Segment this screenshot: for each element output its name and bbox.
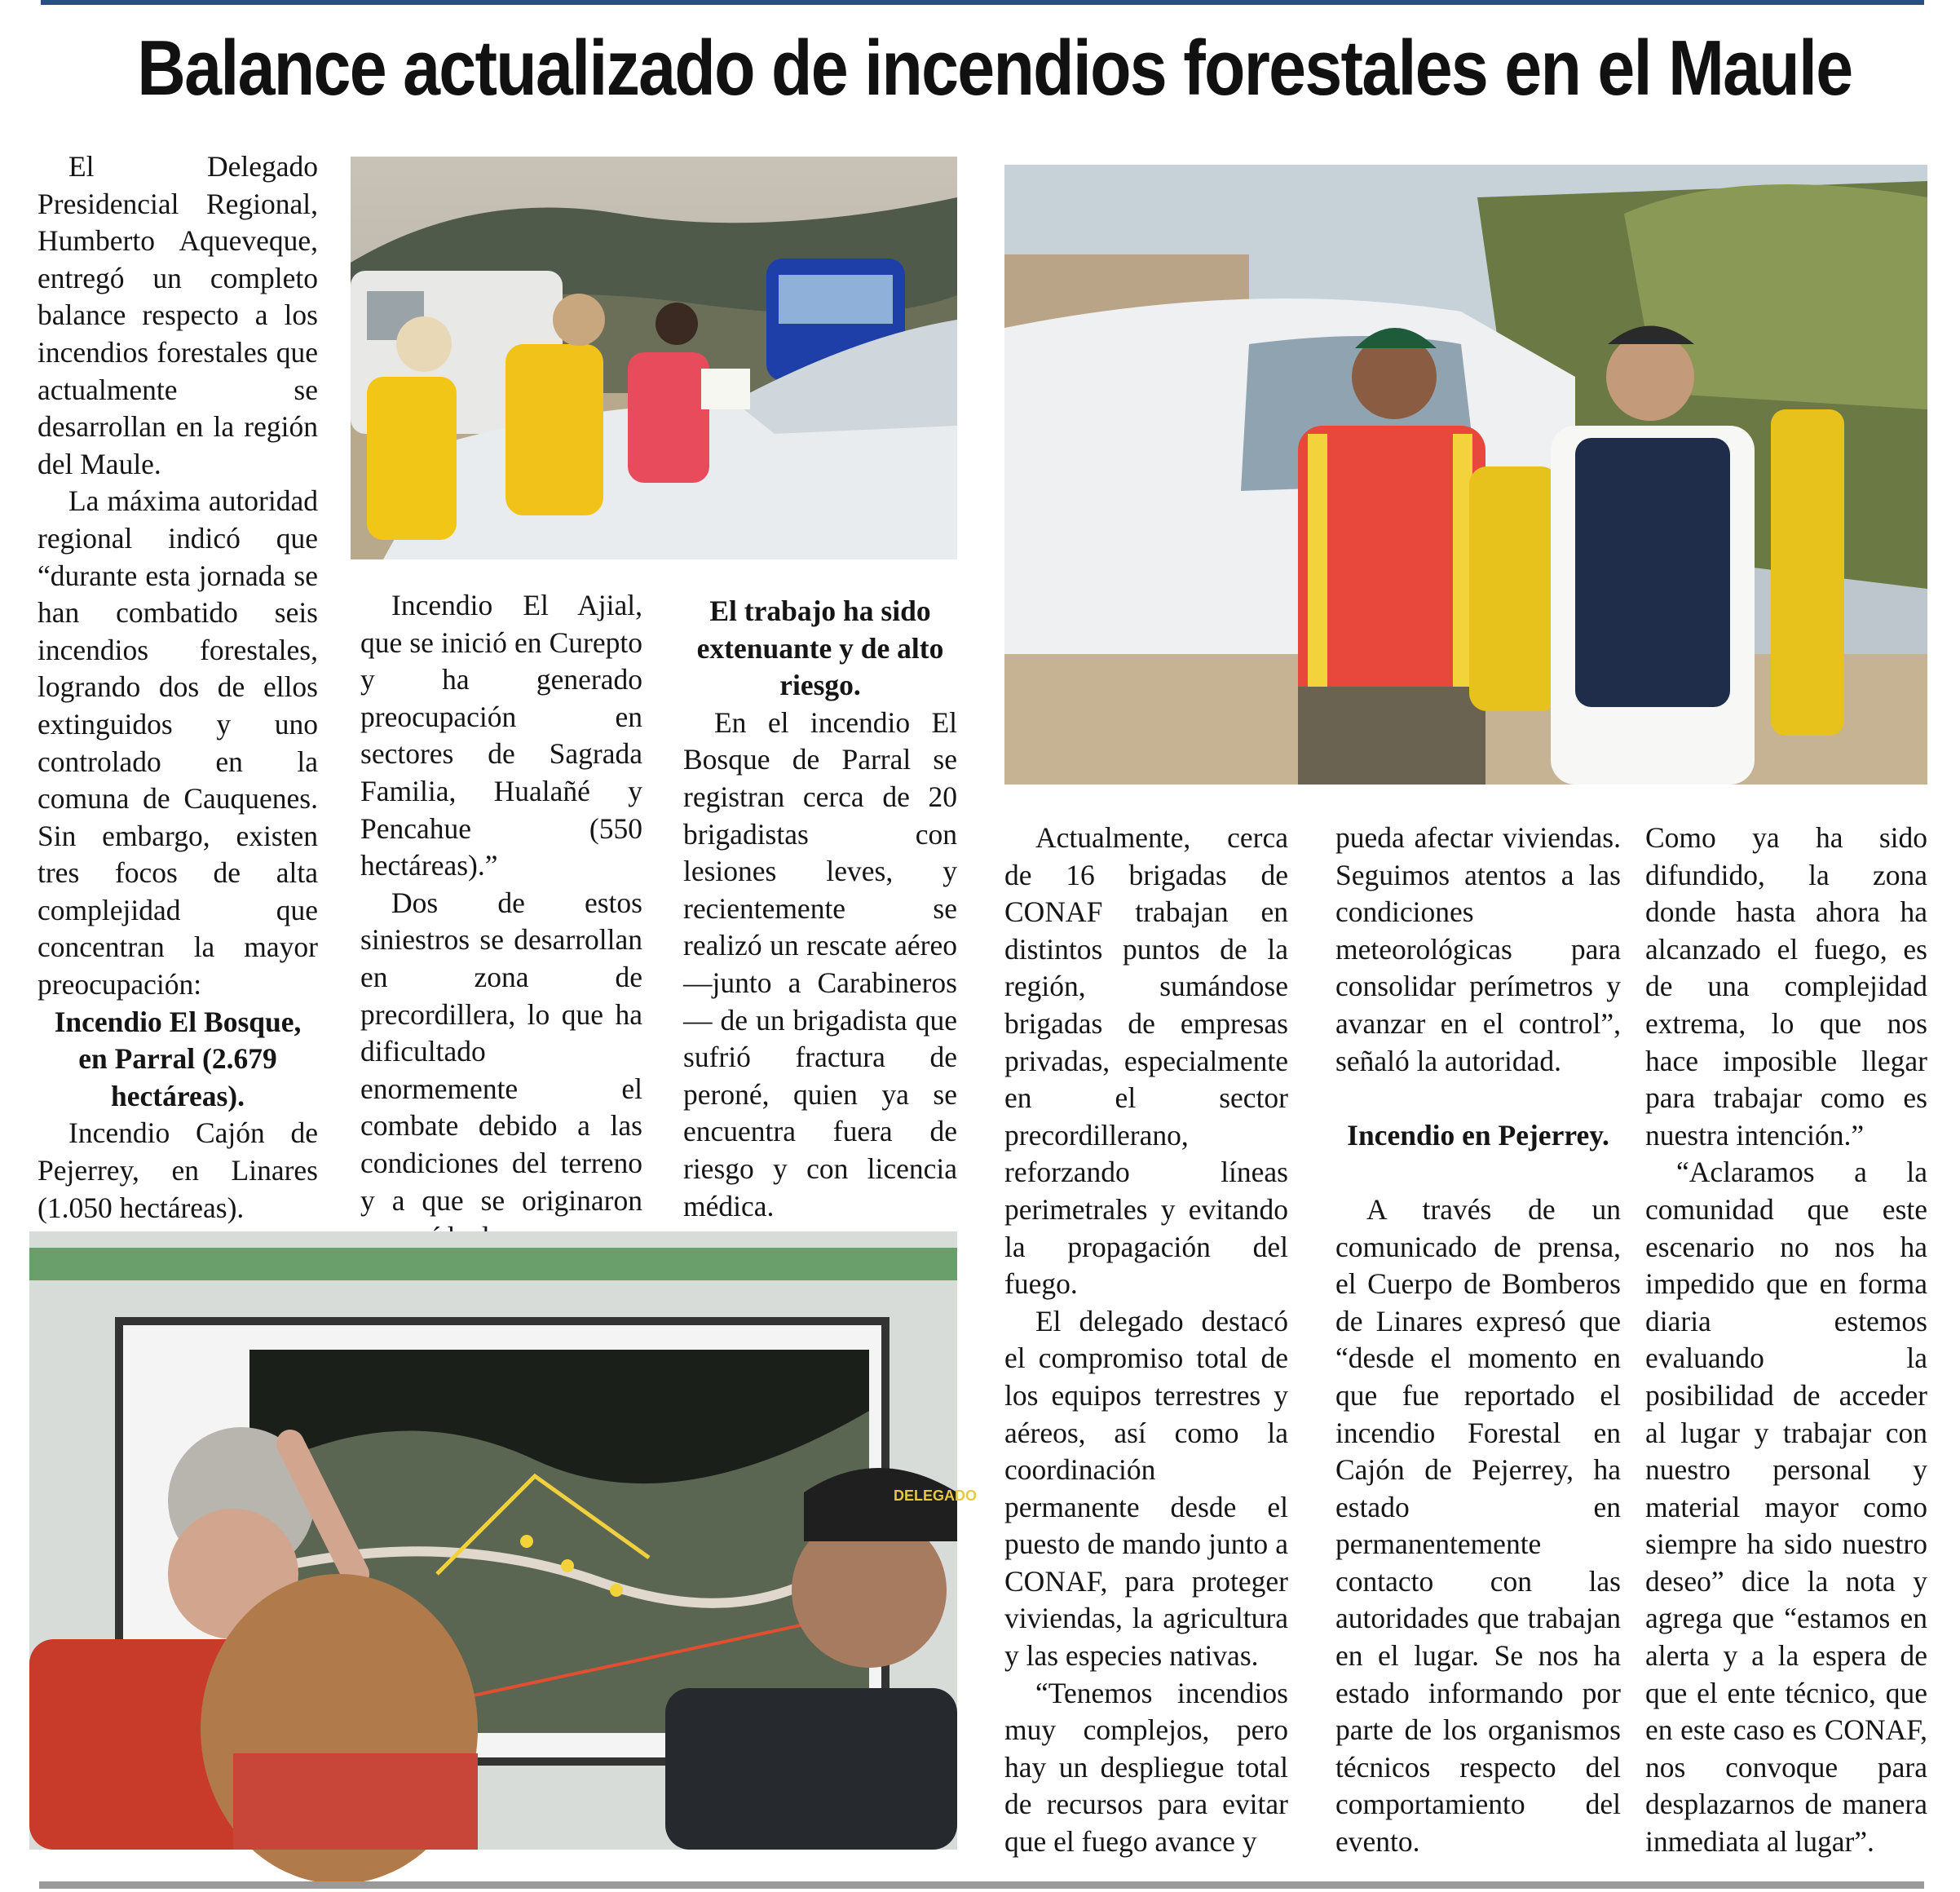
photo-delegado-conaf xyxy=(1004,165,1927,785)
cap-vest-label: DELEGADO xyxy=(894,1488,978,1504)
photo-mapa-incendios xyxy=(29,1231,978,1850)
photo-mapa-incendios-image xyxy=(29,1231,978,1850)
article-column-1 xyxy=(38,148,318,1227)
paragraph: En el incendio El Bosque de Parral se registran cerca de 20 brigadistas con lesiones leves, y recientemente se realizó un rescate aéreo —junto a Carabineros— de un brigadista que sufrió fractura de peroné, quien ya se encuentra fuera de riesgo y con licencia médica. xyxy=(683,705,957,1222)
photo-brigadistas-image xyxy=(351,157,957,559)
paragraph: La máxima autoridad regional indicó que “durante esta jornada se han combatido seis incendios forestales, logrando dos de ellos extinguidos y uno controlado en la comuna de Cauquenes. Sin embargo, existen tres focos de alta complejidad que concentran la mayor preocupación: xyxy=(38,484,318,1001)
article-column-4 xyxy=(1004,820,1288,1861)
paragraph: El Delegado Presidencial Regional, Humberto Aqueveque, entregó un completo balance respecto a los incendios forestales que actualmente se desarrollan en la región del Maule. xyxy=(38,150,318,480)
subheading: Incendio en Pejerrey. xyxy=(1347,1118,1609,1152)
paragraph: El delegado destacó el compromiso total de los equipos terrestres y aéreos, así como la coordinación permanente desde el puesto de mando junto a CONAF, para proteger viviendas, la agricultura y las especies nativas. xyxy=(1004,1304,1288,1673)
article-column-5 xyxy=(1335,820,1621,1861)
paragraph: pueda afectar viviendas. Seguimos atentos a las condiciones meteorológicas para consolidar perímetros y avanzar en el control”, señaló la autoridad. xyxy=(1335,821,1621,1077)
paragraph: Incendio Cajón de Pejerrey, en Linares (1.050 hectáreas). xyxy=(38,1116,318,1224)
paragraph: “Tenemos incendios muy complejos, pero hay un despliegue total de recursos para evitar que el fuego avance y xyxy=(1004,1676,1288,1859)
paragraph: Dos de estos siniestros se desarrollan en zona de precordillera, lo que ha dificultado enormemente el combate debido a las condiciones del terreno y a que se originaron xyxy=(360,886,642,1217)
photo-delegado-conaf-image xyxy=(1004,165,1927,785)
paragraph: Actualmente, cerca de 16 brigadas de CONAF trabajan en distintos puntos de la región, sumándose brigadas de empresas privadas, especialmente en el sector precordillerano, reforzando líneas perimetrales y evitando la propagación del fuego. xyxy=(1004,821,1288,1301)
article-column-6 xyxy=(1645,820,1927,1861)
subheading: Incendio El Bosque, en Parral (2.679 hectáreas). xyxy=(54,1005,302,1112)
photo-brigadistas xyxy=(351,157,957,559)
bottom-rule xyxy=(39,1881,1924,1889)
headline: Balance actualizado de incendios forestales en el Maule xyxy=(137,24,1852,112)
top-rule xyxy=(41,0,1924,5)
paragraph: A través de un comunicado de prensa, el Cuerpo de Bomberos de Linares expresó que “desde el momento en que fue reportado el incendio Forestal en Cajón de Pejerrey, ha estado en permanentemente contacto con las autoridades que trabajan en el lugar. Se nos ha estado informando por parte de los organismos técnicos respecto del comportamiento del evento. xyxy=(1335,1192,1621,1859)
article-column-3 xyxy=(683,593,957,1225)
paragraph: Incendio El Ajial, que se inició en Curepto y ha generado preocupación en sectores de Sagrada Familia, Hualañé y Pencahue (550 hectáreas).” xyxy=(360,589,642,882)
paragraph: Como ya ha sido difundido, la zona donde hasta ahora ha alcanzado el fuego, es de una complejidad extrema, lo que nos hace imposible llegar para trabajar como es nuestra intención.” xyxy=(1645,821,1927,1152)
paragraph: “Aclaramos a la comunidad que este escenario no nos ha impedido que en forma diaria estemos evaluando la posibilidad de acceder al lugar y trabajar con nuestro personal y material mayor como siempre ha sido nuestro deseo” dice la nota y agrega que “estamos en alerta y a la espera de que el ente técnico, que en este caso es CONAF, nos convoque para desplazarnos de manera inmediata al lugar”. xyxy=(1645,1156,1927,1859)
subheading: El trabajo ha sido extenuante y de alto riesgo. xyxy=(696,595,944,702)
article-column-2 xyxy=(360,587,642,1257)
